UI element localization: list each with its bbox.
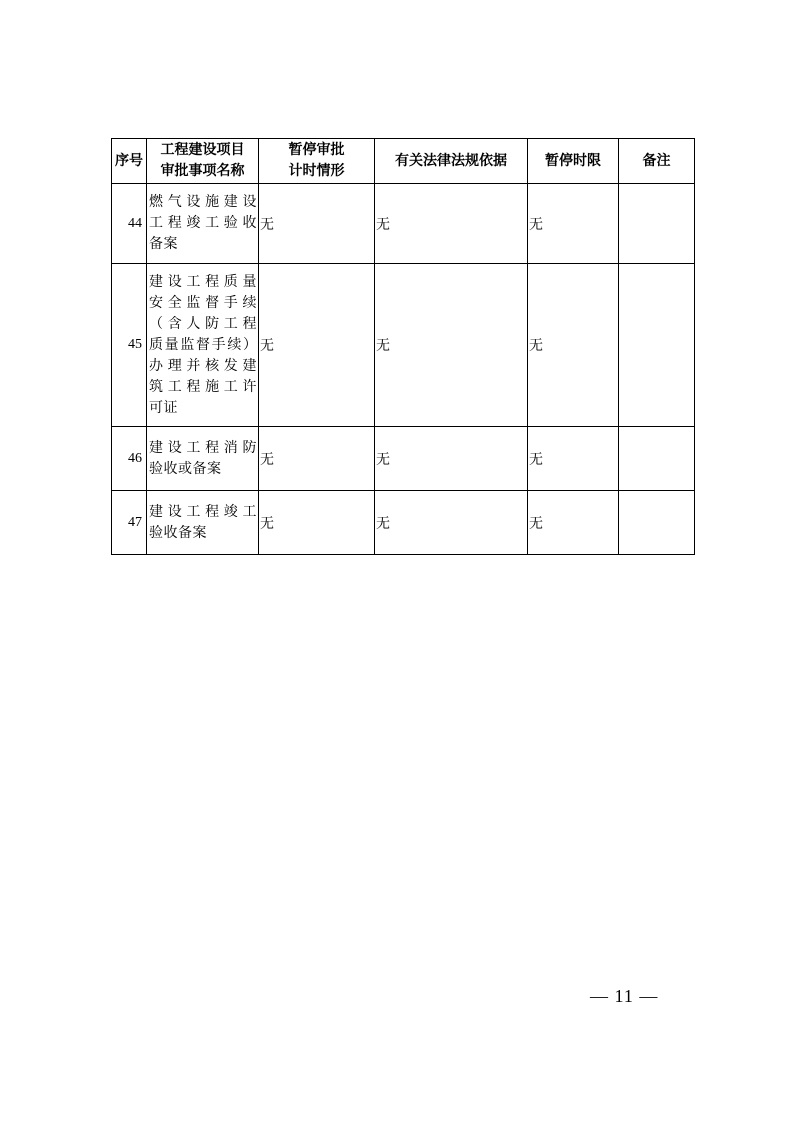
header-item-name-line2: 审批事项名称: [160, 163, 245, 179]
header-suspend-line1: 暂停审批: [288, 142, 345, 158]
row-legal-basis: 无: [375, 264, 528, 427]
item-name-line: 燃气设施建设: [149, 194, 257, 210]
row-item-name: [147, 427, 259, 491]
item-name-line: 建设工程质量: [149, 273, 257, 290]
header-no: 序号: [112, 139, 147, 184]
header-remark: 备注: [619, 139, 695, 184]
row-suspend-limit: 无: [528, 184, 619, 264]
item-name-line: 筑工程施工许: [149, 378, 257, 395]
row-suspend-situation: 无: [259, 491, 375, 555]
item-name-line: 建设工程竣工: [149, 503, 257, 520]
header-item-name: [147, 139, 259, 184]
item-name-line: 验收或备案: [149, 460, 222, 477]
row-item-name: [147, 264, 259, 427]
row-remark: [619, 427, 695, 491]
row-legal-basis: 无: [375, 184, 528, 264]
header-suspend-line2: 计时情形: [288, 163, 345, 179]
table-body: [112, 184, 695, 555]
header-suspend-limit: 暂停时限: [528, 139, 619, 184]
row-suspend-limit: 无: [528, 427, 619, 491]
item-name-line: 办理并核发建: [149, 357, 257, 374]
item-name-line: 验收备案: [149, 524, 207, 541]
item-name-line: （含人防工程: [149, 315, 257, 332]
table-row: [112, 264, 695, 427]
row-suspend-limit: 无: [528, 491, 619, 555]
row-remark: [619, 264, 695, 427]
row-suspend-situation: 无: [259, 264, 375, 427]
header-legal-basis: 有关法律法规依据: [375, 139, 528, 184]
item-name-line: 可证: [149, 399, 178, 416]
approval-items-table: [111, 138, 695, 555]
item-name-line: 安全监督手续: [149, 294, 257, 311]
header-item-name-line1: 工程建设项目: [160, 142, 245, 158]
row-legal-basis: 无: [375, 427, 528, 491]
row-suspend-limit: 无: [528, 264, 619, 427]
table-row: [112, 184, 695, 264]
row-item-name: [147, 184, 259, 264]
row-no: 47: [112, 491, 147, 555]
item-name-line: 建设工程消防: [149, 439, 257, 456]
item-name-line: 工程竣工验收: [149, 215, 257, 231]
table-row: [112, 491, 695, 555]
header-suspend-situation: [259, 139, 375, 184]
item-name-line: 质量监督手续）: [149, 336, 257, 353]
item-name-line: 备案: [149, 236, 178, 252]
table-header-row: [112, 139, 695, 184]
row-no: 45: [112, 264, 147, 427]
row-suspend-situation: 无: [259, 427, 375, 491]
table-row: [112, 427, 695, 491]
row-remark: [619, 491, 695, 555]
row-remark: [619, 184, 695, 264]
page-number: — 11 —: [590, 986, 659, 1006]
row-legal-basis: 无: [375, 491, 528, 555]
row-suspend-situation: 无: [259, 184, 375, 264]
row-no: 44: [112, 184, 147, 264]
row-item-name: [147, 491, 259, 555]
row-no: 46: [112, 427, 147, 491]
